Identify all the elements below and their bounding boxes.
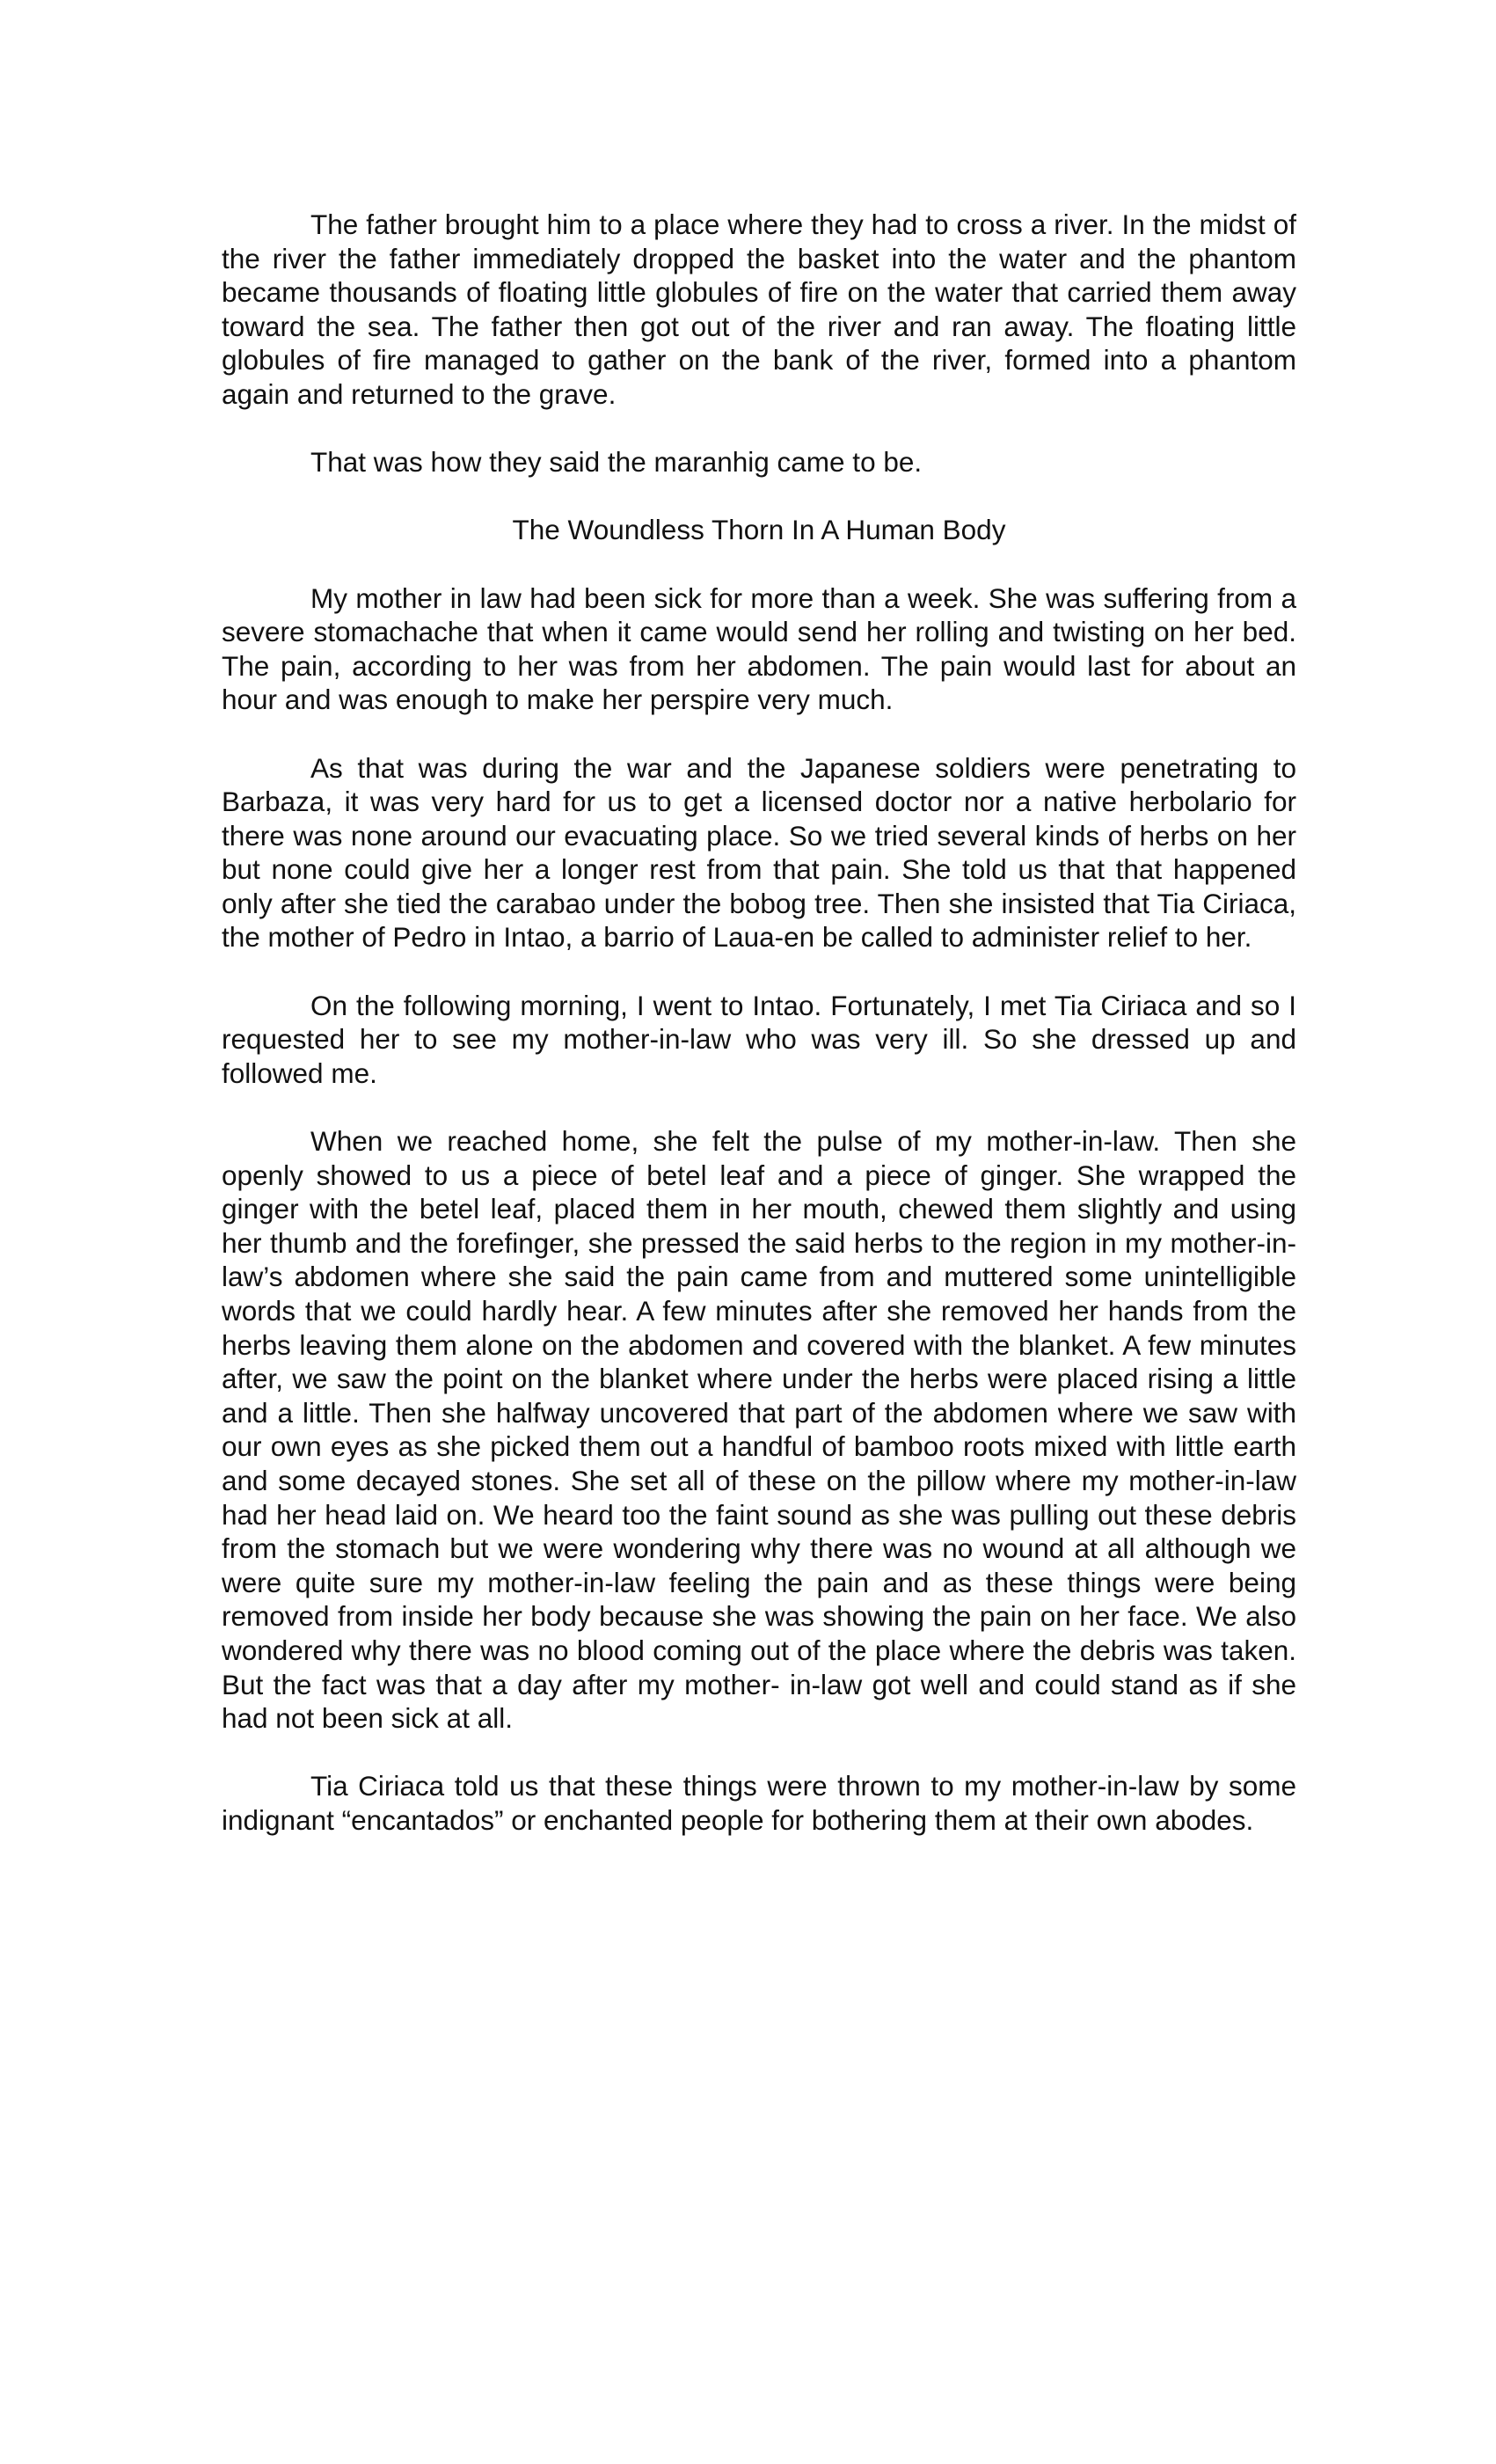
paragraph-following-morning: On the following morning, I went to Intao. Fortunately, I met Tia Ciriaca and so I requested her to see my mother-in-law who was very ill. So she dressed up and followed me. — [222, 989, 1296, 1089]
paragraph-maranhig-origin: That was how they said the maranhig came to be. — [310, 446, 923, 479]
document-body — [222, 208, 1296, 1871]
paragraph-healing-ritual: When we reached home, she felt the pulse of my mother-in-law. Then she openly showed to us a piece of betel leaf and a piece of ginger. She wrapped the ginger with the betel leaf, placed them in her mouth, chewed them slightly and using her thumb and the forefinger, she pressed the said herbs to the region in my mother-in-law’s abdomen where she said the pain came from and muttered some unintelligible words that we could hardly hear. A few minutes after she removed her hands from the herbs leaving them alone on the abdomen and covered with the blanket. A few minutes after, we saw the point on the blanket where under the herbs were placed rising a little and a little. Then she halfway uncovered that part of the abdomen where we saw with our own eyes as she picked them out a handful of bamboo roots mixed with little earth and some decayed stones. She set all of these on the pillow where my mother-in-law had her head laid on. We heard too the faint sound as she was pulling out these debris from the stomach but we were wondering why there was no wound at all although we were quite sure my mother-in-law feeling the pain and as these things were being removed from inside her body because she was showing the pain on her face. We also wondered why there was no blood coming out of the place where the debris was taken. But the fact was that a day after my mother- in-law got well and could stand as if she had not been sick at all. — [222, 1125, 1296, 1735]
paragraph-during-the-war: As that was during the war and the Japanese soldiers were penetrating to Barbaza, it was very hard for us to get a licensed doctor nor a native herbolario for there was none around our evacuating place. So we tried several kinds of herbs on her but none could give her a longer rest from that pain. She told us that that happened only after she tied the carabao under the bobog tree. Then she insisted that Tia Ciriaca, the mother of Pedro in Intao, a barrio of Laua-en be called to administer relief to her. — [222, 751, 1296, 954]
paragraph-river-crossing: The father brought him to a place where they had to cross a river. In the midst of the river the father immediately dropped the basket into the water and the phantom became thousands of floating little globules of fire on the water that carried them away toward the sea. The father then got out of the river and ran away. The floating little globules of fire managed to gather on the bank of the river, formed into a phantom again and returned to the grave. — [222, 208, 1296, 410]
section-heading: The Woundless Thorn In A Human Body — [512, 514, 1006, 546]
paragraph-encantados: Tia Ciriaca told us that these things were thrown to my mother-in-law by some indignant “encantados” or enchanted people for bothering them at their own abodes. — [222, 1770, 1296, 1836]
paragraph-mother-in-law-sick: My mother in law had been sick for more than a week. She was suffering from a severe stomachache that when it came would send her rolling and twisting on her bed. The pain, according to her was from her abdomen. The pain would last for about an hour and was enough to make her perspire very much. — [222, 581, 1296, 716]
